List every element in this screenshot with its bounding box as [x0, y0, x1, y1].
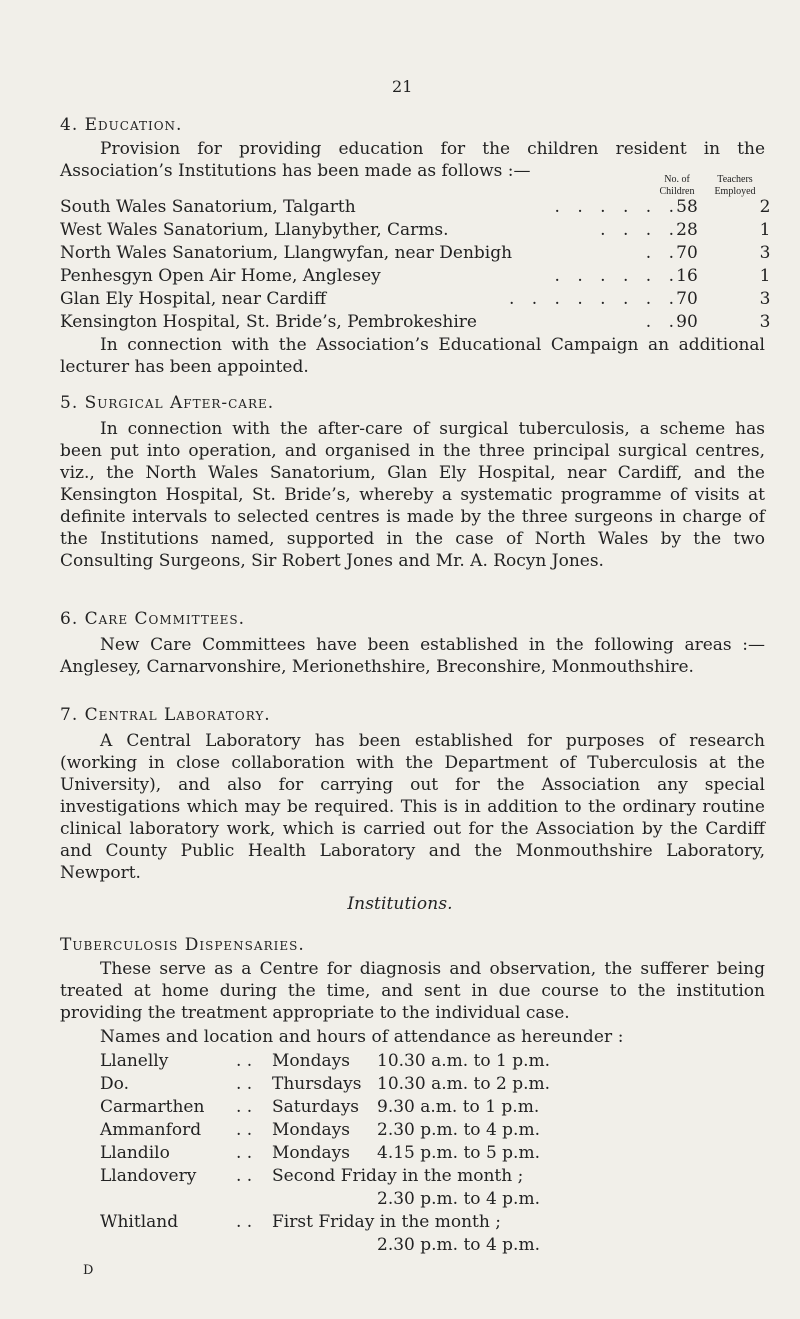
lab-heading: 7. Central Laboratory.: [60, 705, 271, 725]
dispensary-day: Mondays: [272, 1120, 350, 1140]
education-intro-text: Provision for providing education for the children resident in the Association’s Institutions has been made as follows :—: [60, 139, 765, 181]
education-table-row: [60, 288, 771, 310]
teachers-count: 1: [759, 220, 771, 240]
dispensary-row: [100, 1096, 765, 1118]
col-header-teachers-line1: Teachers: [717, 174, 753, 185]
col-header-children: [652, 174, 702, 198]
children-count: 70: [676, 289, 698, 309]
dispensary-time: 2.30 p.m. to 4 p.m.: [377, 1120, 540, 1140]
leader-dots: . . . . . .: [554, 266, 680, 286]
names-line: Names and location and hours of attendance as hereunder :: [100, 1027, 624, 1047]
surgical-text: In connection with the after-care of surgical tuberculosis, a scheme has been put into operation, and organised in the three principal surgical centres, viz., the North Wales Sanatorium, Glan Ely Hospital, near Cardiff, and the Kensington Hospital, St. Bride’s, whereby a systematic programme of visits at definite intervals to selected centres is made by the three surgeons in charge of the Institutions named, supported in the case of North Wales by the two Consulting Surgeons, Sir Robert Jones and Mr. A. Rocyn Jones.: [60, 419, 765, 571]
children-count: 58: [676, 197, 698, 217]
dispensaries-paragraph: [60, 958, 765, 1024]
dispensaries-heading: Tuberculosis Dispensaries.: [60, 935, 305, 955]
dispensary-day: Thursdays: [272, 1074, 362, 1094]
institutions-title: Institutions.: [347, 894, 453, 914]
institution-name: South Wales Sanatorium, Talgarth: [60, 197, 356, 217]
teachers-count: 3: [759, 289, 771, 309]
col-header-children-line1: No. of: [664, 174, 690, 185]
leader-dots: . .: [645, 312, 680, 332]
dispensary-row: [100, 1050, 765, 1072]
education-after-text: In connection with the Association’s Educational Campaign an additional lecturer has been appointed.: [60, 335, 765, 377]
leader-dots: . . . . . .: [554, 197, 680, 217]
leader-dots: . . . . . . . .: [508, 289, 680, 309]
dispensary-row: [100, 1234, 765, 1256]
dispensary-day: Second Friday in the month ;: [272, 1166, 524, 1186]
dispensary-row: [100, 1142, 765, 1164]
education-table-row: [60, 311, 771, 333]
dispensary-row: [100, 1211, 765, 1233]
leader-dots: . .: [236, 1074, 253, 1094]
leader-dots: . . . .: [600, 220, 680, 240]
dispensary-time: 2.30 p.m. to 4 p.m.: [377, 1189, 540, 1209]
leader-dots: . .: [236, 1120, 253, 1140]
page-number: 21: [392, 77, 413, 96]
children-count: 28: [676, 220, 698, 240]
education-heading: 4. Education.: [60, 115, 183, 135]
institution-name: North Wales Sanatorium, Llangwyfan, near Denbigh: [60, 243, 513, 263]
leader-dots: . .: [236, 1097, 253, 1117]
dispensary-place: Whitland: [100, 1212, 179, 1232]
dispensary-time: 4.15 p.m. to 5 p.m.: [377, 1143, 540, 1163]
dispensary-time: 9.30 a.m. to 1 p.m.: [377, 1097, 540, 1117]
surgical-heading: 5. Surgical After-care.: [60, 393, 275, 413]
col-header-children-line2: Children: [659, 186, 695, 197]
children-count: 90: [676, 312, 698, 332]
col-header-teachers: [702, 174, 768, 198]
dispensary-place: Carmarthen: [100, 1097, 205, 1117]
children-count: 70: [676, 243, 698, 263]
institution-name: Kensington Hospital, St. Bride’s, Pembrokeshire: [60, 312, 477, 332]
institution-name: West Wales Sanatorium, Llanybyther, Carms.: [60, 220, 449, 240]
leader-dots: . .: [236, 1166, 253, 1186]
dispensary-time: 10.30 a.m. to 1 p.m.: [377, 1051, 551, 1071]
leader-dots: . .: [236, 1143, 253, 1163]
dispensary-day: First Friday in the month ;: [272, 1212, 501, 1232]
dispensary-day: Mondays: [272, 1051, 350, 1071]
education-table-row: [60, 219, 771, 241]
surgical-paragraph: [60, 418, 765, 572]
education-after: [60, 334, 765, 378]
dispensary-place: Do.: [100, 1074, 129, 1094]
care-heading: 6. Care Committees.: [60, 609, 246, 629]
dispensary-day: Saturdays: [272, 1097, 360, 1117]
teachers-count: 3: [759, 243, 771, 263]
teachers-count: 2: [759, 197, 771, 217]
col-header-teachers-line2: Employed: [714, 186, 756, 197]
dispensaries-text: These serve as a Centre for diagnosis and observation, the sufferer being treated at home during the time, and sent in due course to the institution providing the treatment appropriate to the individual case.: [60, 959, 765, 1023]
dispensary-row: [100, 1073, 765, 1095]
lab-paragraph: [60, 730, 765, 884]
children-count: 16: [676, 266, 698, 286]
care-paragraph: [60, 634, 765, 678]
teachers-count: 1: [759, 266, 771, 286]
dispensary-row: [100, 1165, 765, 1187]
institution-name: Glan Ely Hospital, near Cardiff: [60, 289, 327, 309]
leader-dots: . .: [236, 1212, 253, 1232]
dispensary-day: Mondays: [272, 1143, 350, 1163]
institution-name: Penhesgyn Open Air Home, Anglesey: [60, 266, 381, 286]
care-text: New Care Committees have been established in the following areas :—Anglesey, Carnarvonshire, Merionethshire, Breconshire, Monmouthshire.: [60, 635, 765, 677]
lab-text: A Central Laboratory has been established for purposes of research (working in close collaboration with the Department of Tuberculosis at the University), and also for carrying out for the Association any special investigations which may be required. This is in addition to the ordinary routine clinical laboratory work, which is carried out for the Association by the Cardiff and County Public Health Laboratory and the Monmouthshire Laboratory, Newport.: [60, 731, 765, 883]
dispensary-place: Ammanford: [100, 1120, 202, 1140]
dispensary-time: 10.30 a.m. to 2 p.m.: [377, 1074, 551, 1094]
dispensary-time: 2.30 p.m. to 4 p.m.: [377, 1235, 540, 1255]
education-table-row: [60, 242, 771, 264]
education-table-row: [60, 265, 771, 287]
dispensary-row: [100, 1119, 765, 1141]
teachers-count: 3: [759, 312, 771, 332]
education-table-row: [60, 196, 771, 218]
signature-mark: D: [83, 1263, 94, 1278]
dispensary-place: Llanelly: [100, 1051, 169, 1071]
dispensary-row: [100, 1188, 765, 1210]
dispensary-place: Llandilo: [100, 1143, 170, 1163]
leader-dots: . .: [645, 243, 680, 263]
dispensary-place: Llandovery: [100, 1166, 197, 1186]
leader-dots: . .: [236, 1051, 253, 1071]
